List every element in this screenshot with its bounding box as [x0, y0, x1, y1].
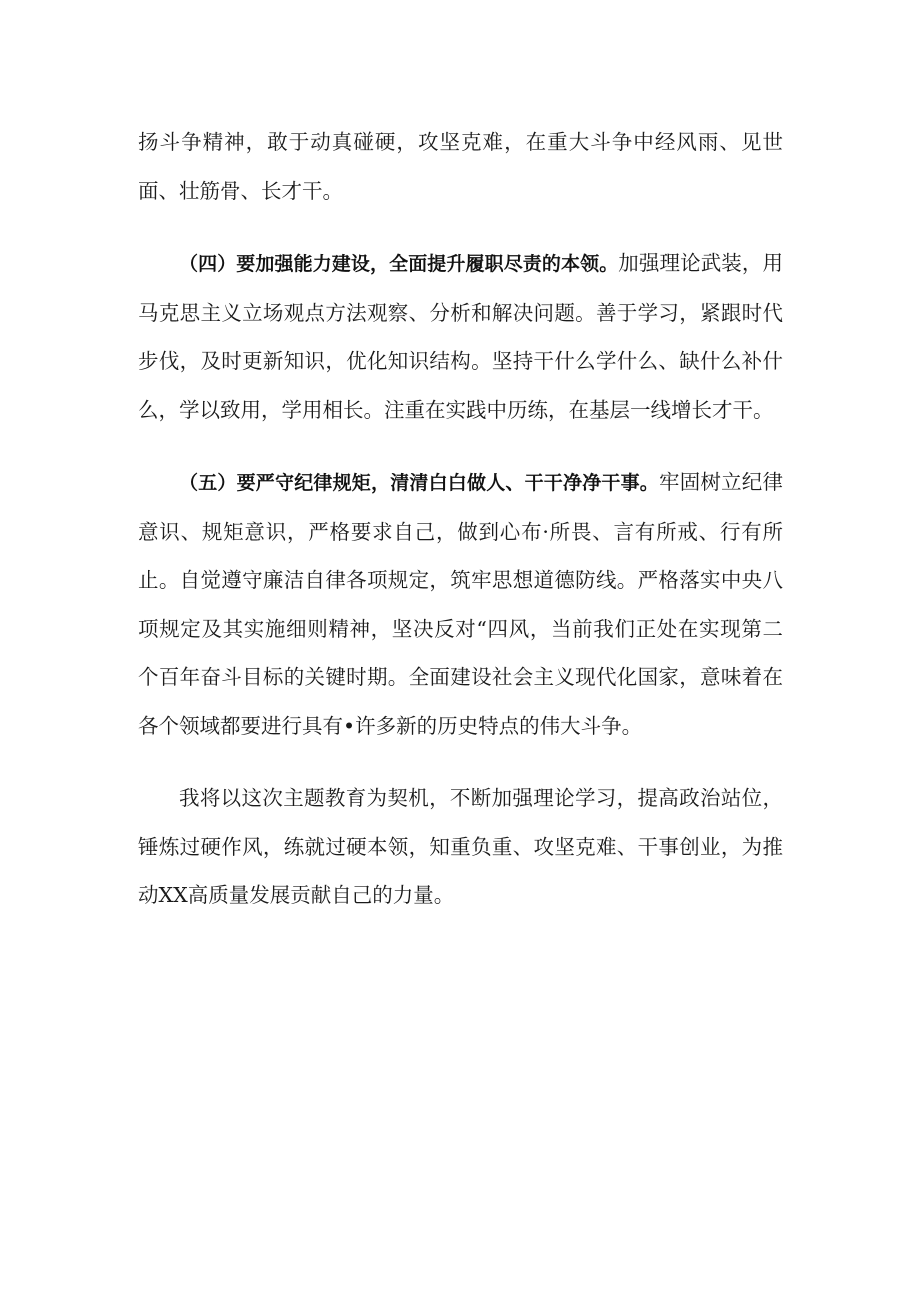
paragraph-text: 加强理论武装，用马克思主义立场观点方法观察、分析和解决问题。善于学习，紧跟时代步伐，及时更新知识，优化知识结构。坚持干什么学什么、缺什么补什么，学以致用，学用相长。注重在实践中历练，在基层一线增长才干。	[138, 251, 783, 422]
paragraph-text: 我将以这次主题教育为契机，不断加强理论学习，提高政治站位，锤炼过硬作风，练就过硬本领，知重负重、攻坚克难、干事创业，为推动XX高质量发展贡献自己的力量。	[138, 786, 783, 907]
document-body	[138, 118, 783, 944]
paragraph-continuation	[138, 118, 783, 215]
section-heading: （四）要加强能力建设，全面提升履职尽责的本领。	[179, 253, 619, 275]
section-heading: （五）要严守纪律规矩，清清白白做人、干干净净干事。	[179, 472, 659, 494]
paragraph-text: 扬斗争精神，敢于动真碰硬，攻坚克难，在重大斗争中经风雨、见世面、壮筋骨、长才干。	[138, 130, 783, 203]
paragraph-section-five	[138, 458, 783, 750]
paragraph-text: 牢固树立纪律意识、规矩意识，严格要求自己，做到心布·所畏、言有所戒、行有所止。自觉遵守廉洁自律各项规定，筑牢思想道德防线。严格落实中央八项规定及其实施细则精神，坚决反对“四风，当前我们正处在实现第二个百年奋斗目标的关键时期。全面建设社会主义现代化国家，意味着在各个领域都要进行具有•许多新的历史特点的伟大斗争。	[138, 470, 783, 738]
paragraph-section-four	[138, 239, 783, 434]
paragraph-conclusion	[138, 774, 783, 920]
